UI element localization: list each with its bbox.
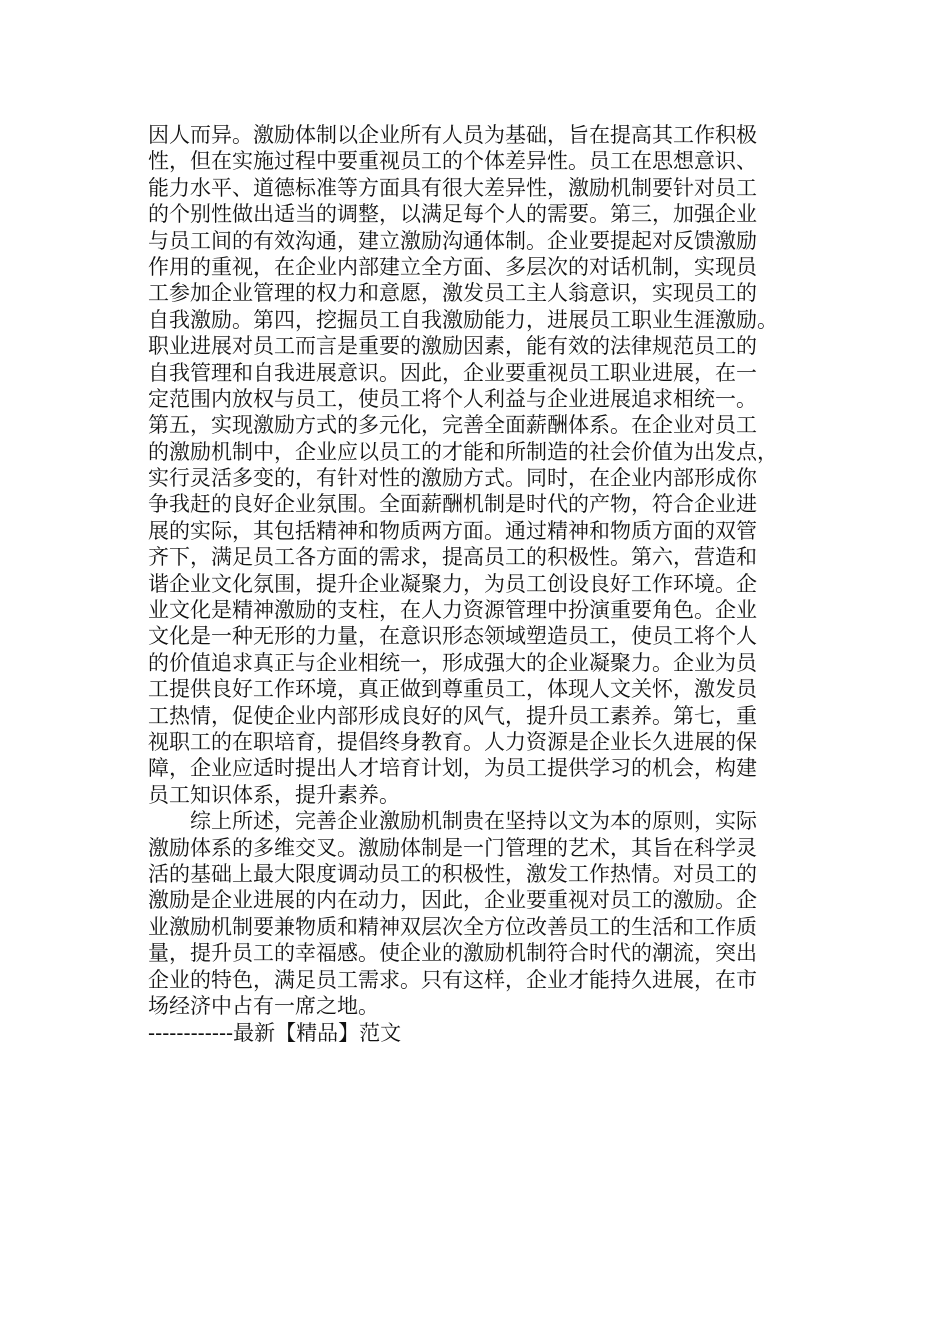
text-line: 障，企业应适时提出人才培育计划，为员工提供学习的机会，构建 <box>148 756 757 781</box>
text-line: 量，提升员工的幸福感。使企业的激励机制符合时代的潮流，突出 <box>148 941 757 966</box>
text-line: 实行灵活多变的，有针对性的激励方式。同时，在企业内部形成你 <box>148 466 757 491</box>
paragraph-start-line: 综上所述，完善企业激励机制贵在坚持以文为本的原则，实际 <box>148 809 757 834</box>
text-line: 激励体系的多维交叉。激励体制是一门管理的艺术，其旨在科学灵 <box>148 835 757 860</box>
text-line: 与员工间的有效沟通，建立激励沟通体制。企业要提起对反馈激励 <box>148 228 757 253</box>
text-line: 争我赶的良好企业氛围。全面薪酬机制是时代的产物，符合企业进 <box>148 492 757 517</box>
text-line: 定范围内放权与员工，使员工将个人利益与企业进展追求相统一。 <box>148 386 757 411</box>
text-line: 场经济中占有一席之地。 <box>148 993 379 1018</box>
text-line: 第五，实现激励方式的多元化，完善全面薪酬体系。在企业对员工 <box>148 413 757 438</box>
text-line: 的价值追求真正与企业相统一，形成强大的企业凝聚力。企业为员 <box>148 650 757 675</box>
footer-caption: ------------最新【精品】范文 <box>148 1021 402 1045</box>
text-line: 因人而异。激励体制以企业所有人员为基础，旨在提高其工作积极 <box>148 123 757 147</box>
text-line: 展的实际，其包括精神和物质两方面。通过精神和物质方面的双管 <box>148 518 757 543</box>
text-line: 职业进展对员工而言是重要的激励因素，能有效的法律规范员工的 <box>148 334 757 359</box>
text-line: 能力水平、道德标准等方面具有很大差异性，激励机制要针对员工 <box>148 175 757 200</box>
text-line: 作用的重视，在企业内部建立全方面、多层次的对话机制，实现员 <box>148 254 757 279</box>
text-line: 文化是一种无形的力量，在意识形态领域塑造员工，使员工将个人 <box>148 624 757 649</box>
text-line: 员工知识体系，提升素养。 <box>148 782 400 807</box>
text-line: 性，但在实施过程中要重视员工的个体差异性。员工在思想意识、 <box>148 149 757 174</box>
text-line: 活的基础上最大限度调动员工的积极性，激发工作热情。对员工的 <box>148 861 757 886</box>
text-line: 视职工的在职培育，提倡终身教育。人力资源是企业长久进展的保 <box>148 729 757 754</box>
text-line: 工提供良好工作环境，真正做到尊重员工，体现人文关怀，激发员 <box>148 677 757 702</box>
text-line: 谐企业文化氛围，提升企业凝聚力，为员工创设良好工作环境。企 <box>148 571 757 596</box>
text-line: 企业的特色，满足员工需求。只有这样，企业才能持久进展，在市 <box>148 967 757 992</box>
text-line: 工热情，促使企业内部形成良好的风气，提升员工素养。第七，重 <box>148 703 757 728</box>
text-line: 自我激励。第四，挖掘员工自我激励能力，进展员工职业生涯激励。 <box>148 307 778 332</box>
text-line: 齐下，满足员工各方面的需求，提高员工的积极性。第六，营造和 <box>148 545 757 570</box>
text-line: 的激励机制中，企业应以员工的才能和所制造的社会价值为出发点， <box>148 439 778 464</box>
text-line: 自我管理和自我进展意识。因此，企业要重视员工职业进展，在一 <box>148 360 757 385</box>
body-text <box>148 122 818 1019</box>
text-line: 工参加企业管理的权力和意愿，激发员工主人翁意识，实现员工的 <box>148 281 757 306</box>
text-line: 的个别性做出适当的调整，以满足每个人的需要。第三，加强企业 <box>148 202 757 227</box>
text-line: 业文化是精神激励的支柱，在人力资源管理中扮演重要角色。企业 <box>148 598 757 623</box>
text-line: 激励是企业进展的内在动力，因此，企业要重视对员工的激励。企 <box>148 888 757 913</box>
text-line: 业激励机制要兼物质和精神双层次全方位改善员工的生活和工作质 <box>148 914 757 939</box>
